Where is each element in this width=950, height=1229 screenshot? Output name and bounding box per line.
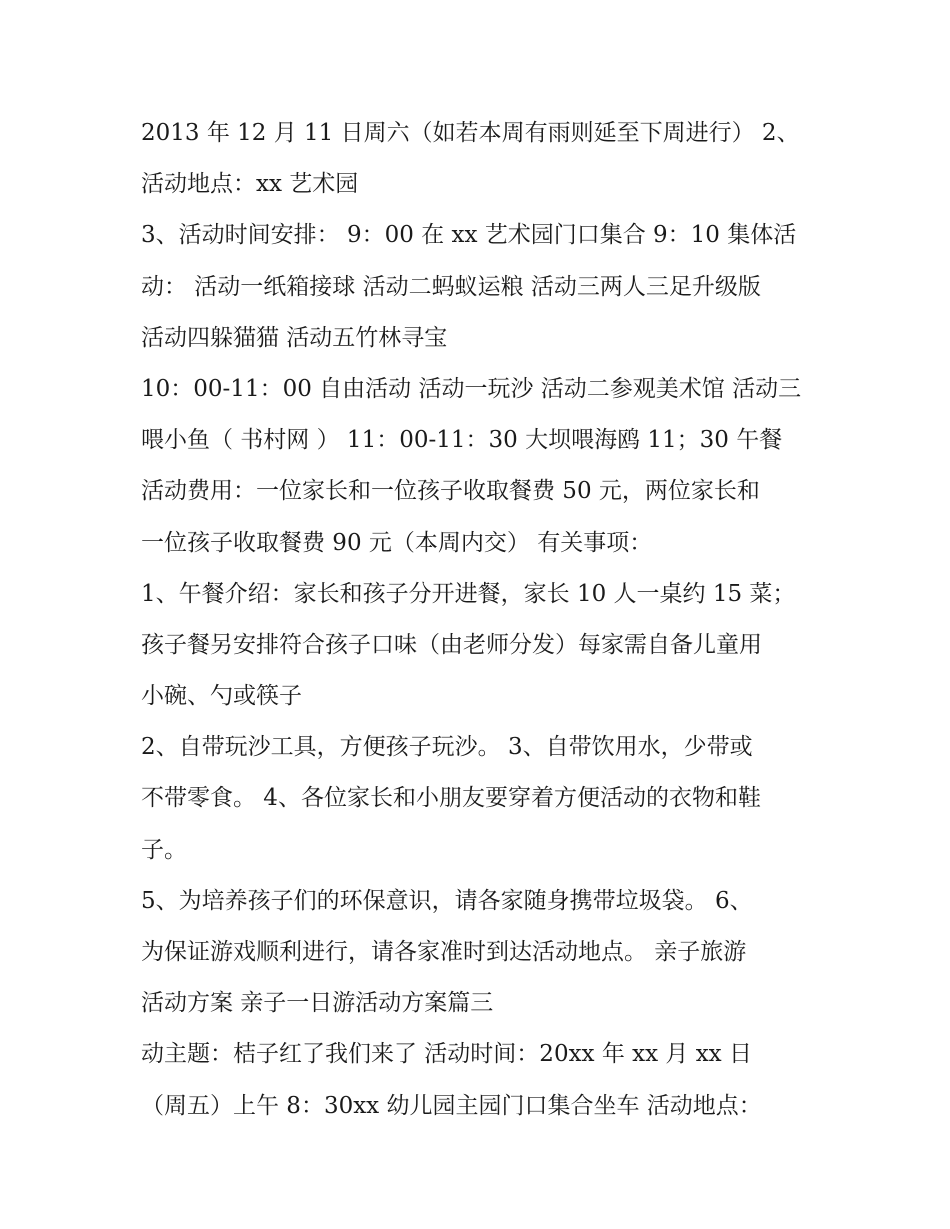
text-line: 子。 xyxy=(141,836,187,863)
document-body xyxy=(141,108,821,1132)
text-line: 一位孩子收取餐费 90 元（本周内交） 有关事项： xyxy=(141,529,653,556)
text-line: 喂小鱼（ 书村网 ） 11：00-11：30 大坝喂海鸥 11；30 午餐 xyxy=(141,427,783,454)
text-line: 活动四躲猫猫 活动五竹林寻宝 xyxy=(141,324,448,351)
text-line: 不带零食。 4、各位家长和小朋友要穿着方便活动的衣物和鞋 xyxy=(141,785,761,812)
text-line: 动： 活动一纸箱接球 活动二蚂蚁运粮 活动三两人三足升级版 xyxy=(141,273,761,300)
text-line: 1、午餐介绍：家长和孩子分开进餐，家长 10 人一桌约 15 菜； xyxy=(141,580,796,607)
text-line: 2013 年 12 月 11 日周六（如若本周有雨则延至下周进行） 2、 xyxy=(141,120,800,146)
text-line: 为保证游戏顺利进行，请各家准时到达活动地点。 亲子旅游 xyxy=(141,939,747,965)
text-line: 3、活动时间安排： 9：00 在 xx 艺术园门口集合 9：10 集体活 xyxy=(141,222,797,249)
text-line: 小碗、勺或筷子 xyxy=(141,683,302,710)
text-line: 活动方案 亲子一日游活动方案篇三 xyxy=(141,990,494,1017)
text-line: （周五）上午 8：30xx 幼儿园主园门口集合坐车 活动地点： xyxy=(141,1092,762,1119)
text-line: 活动费用：一位家长和一位孩子收取餐费 50 元，两位家长和 xyxy=(141,478,760,505)
text-line: 2、自带玩沙工具，方便孩子玩沙。 3、自带饮用水，少带或 xyxy=(141,734,753,761)
text-line: 孩子餐另安排符合孩子口味（由老师分发）每家需自备儿童用 xyxy=(141,631,762,658)
text-line: 10：00-11：00 自由活动 活动一玩沙 活动二参观美术馆 活动三 xyxy=(141,375,802,402)
text-line: 5、为培养孩子们的环保意识，请各家随身携带垃圾袋。 6、 xyxy=(141,887,753,914)
text-line: 动主题：桔子红了我们来了 活动时间：20xx 年 xx 月 xx 日 xyxy=(141,1041,752,1068)
text-line: 活动地点：xx 艺术园 xyxy=(141,171,359,198)
